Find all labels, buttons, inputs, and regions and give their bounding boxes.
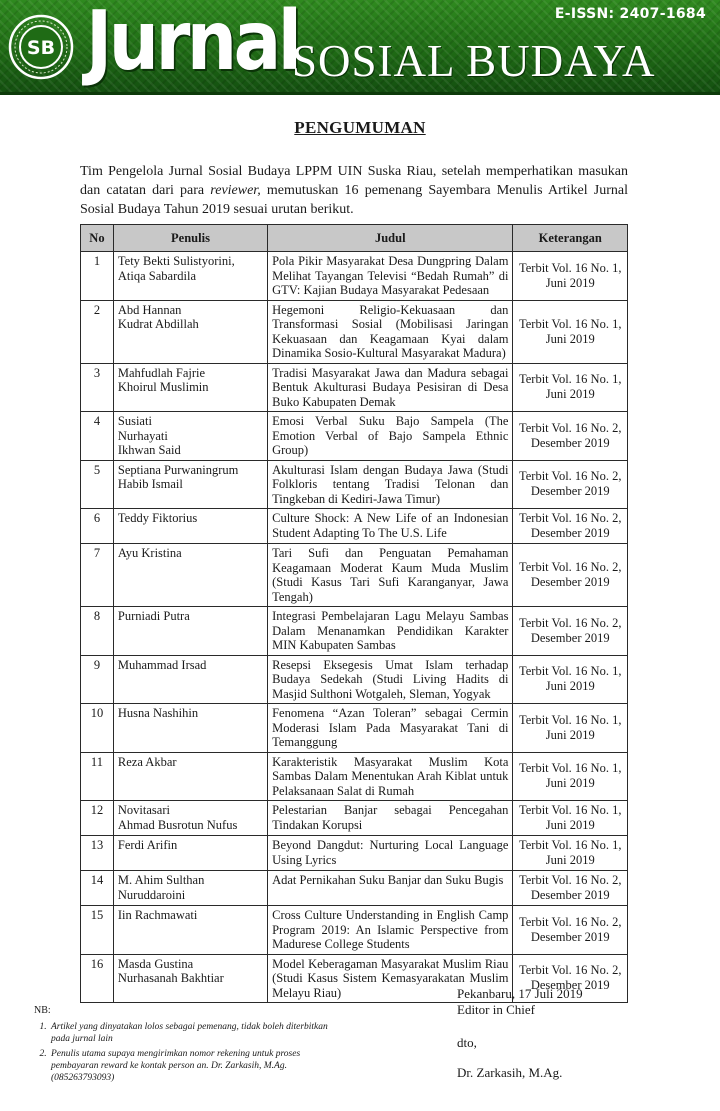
row-title: Resepsi Eksegesis Umat Islam terhadap Budaya Sedekah (Studi Living Hadits di Masjid Sulthoni Wotgaleh, Sleman, Yogyak	[268, 655, 513, 704]
row-authors	[113, 704, 267, 753]
row-keterangan: Terbit Vol. 16 No. 1, Juni 2019	[513, 300, 628, 363]
row-number: 7	[81, 544, 114, 607]
table-row	[81, 836, 628, 871]
row-title: Beyond Dangdut: Nurturing Local Language Using Lyrics	[268, 836, 513, 871]
author-name: Iin Rachmawati	[117, 908, 198, 922]
author-name: Novitasari	[117, 803, 170, 817]
author-name: Ikhwan Said	[117, 443, 181, 457]
row-keterangan: Terbit Vol. 16 No. 1, Juni 2019	[513, 836, 628, 871]
row-authors	[113, 871, 267, 906]
author-name: Ahmad Busrotun Nufus	[117, 817, 238, 832]
table-row	[81, 363, 628, 412]
author-name: Mahfudlah Fajrie	[117, 365, 206, 380]
col-header-no: No	[81, 225, 114, 252]
row-keterangan: Terbit Vol. 16 No. 2, Desember 2019	[513, 544, 628, 607]
journal-banner	[0, 0, 720, 95]
author-name: Septiana Purwaningrum	[117, 462, 239, 477]
row-authors	[113, 544, 267, 607]
table-row	[81, 607, 628, 656]
author-name: Atiqa Sabardila	[117, 268, 196, 283]
row-title: Emosi Verbal Suku Bajo Sampela (The Emotion Verbal of Bajo Sampela Ethnic Group)	[268, 412, 513, 461]
author-name: Nurhayati	[117, 428, 168, 443]
row-authors	[113, 252, 267, 301]
author-name: Teddy Fiktorius	[117, 511, 198, 525]
table-row	[81, 655, 628, 704]
intro-reviewer-word: reviewer,	[210, 183, 261, 198]
author-name: Nurhasanah Bakhtiar	[117, 971, 224, 985]
issn-label: E-ISSN: 2407-1684	[554, 6, 706, 22]
row-number: 8	[81, 607, 114, 656]
row-keterangan: Terbit Vol. 16 No. 2, Desember 2019	[513, 954, 628, 1003]
table-row	[81, 906, 628, 955]
row-title: Pelestarian Banjar sebagai Pencegahan Tindakan Korupsi	[268, 801, 513, 836]
author-name: Susiati	[117, 414, 152, 428]
row-authors	[113, 300, 267, 363]
table-row	[81, 752, 628, 801]
author-name: Habib Ismail	[117, 477, 183, 491]
notes-section	[34, 1005, 344, 1087]
table-row	[81, 412, 628, 461]
row-number: 1	[81, 252, 114, 301]
row-authors	[113, 363, 267, 412]
row-authors	[113, 801, 267, 836]
author-name: Husna Nashihin	[117, 706, 199, 720]
note-item: 1. Artikel yang dinyatakan lolos sebagai pemenang, tidak boleh diterbitkan pada jurnal lain	[49, 1021, 344, 1045]
row-number: 6	[81, 509, 114, 544]
row-number: 10	[81, 704, 114, 753]
author-name: Reza Akbar	[117, 754, 177, 769]
row-keterangan: Terbit Vol. 16 No. 1, Juni 2019	[513, 704, 628, 753]
author-name: Abd Hannan	[117, 302, 182, 317]
author-name: Masda Gustina	[117, 956, 194, 971]
row-authors	[113, 509, 267, 544]
row-title: Karakteristik Masyarakat Muslim Kota Sambas Dalam Menentukan Arah Kiblat untuk Pelaksanaan Salat di Rumah	[268, 752, 513, 801]
row-keterangan: Terbit Vol. 16 No. 2, Desember 2019	[513, 607, 628, 656]
table-row	[81, 871, 628, 906]
author-name: Kudrat Abdillah	[117, 317, 199, 331]
row-title: Akulturasi Islam dengan Budaya Jawa (Studi Folkloris tentang Tradisi Telonan dan Tingkeban di Kediri-Jawa Timur)	[268, 460, 513, 509]
row-authors	[113, 906, 267, 955]
col-header-keterangan: Keterangan	[513, 225, 628, 252]
journal-name: Jurnal	[86, 0, 299, 89]
row-number: 14	[81, 871, 114, 906]
signature-role: Editor in Chief	[457, 1002, 535, 1017]
row-authors	[113, 412, 267, 461]
table-body	[81, 252, 628, 1003]
col-header-judul: Judul	[268, 225, 513, 252]
row-title: Adat Pernikahan Suku Banjar dan Suku Bugis	[268, 871, 513, 906]
author-name: Ayu Kristina	[117, 546, 182, 560]
row-keterangan: Terbit Vol. 16 No. 2, Desember 2019	[513, 906, 628, 955]
table-row	[81, 544, 628, 607]
row-title: Integrasi Pembelajaran Lagu Melayu Sambas Dalam Menanamkan Pendidikan Karakter MIN Kabupaten Sambas	[268, 607, 513, 656]
row-keterangan: Terbit Vol. 16 No. 1, Juni 2019	[513, 801, 628, 836]
signature-place-date: Pekanbaru, 17 Juli 2019	[457, 986, 583, 1001]
row-title: Cross Culture Understanding in English Camp Program 2019: An Islamic Perspective from Madurese College Students	[268, 906, 513, 955]
row-number: 4	[81, 412, 114, 461]
page-title: PENGUMUMAN	[294, 118, 426, 137]
author-name: Khoirul Muslimin	[117, 380, 209, 394]
col-header-penulis: Penulis	[113, 225, 267, 252]
signature-name: Dr. Zarkasih, M.Ag.	[457, 1065, 563, 1080]
intro-paragraph	[80, 162, 628, 219]
signature-block	[457, 986, 583, 1081]
author-name: Purniadi Putra	[117, 609, 190, 623]
row-number: 13	[81, 836, 114, 871]
row-number: 15	[81, 906, 114, 955]
signature-dto: dto,	[457, 1035, 477, 1050]
row-title: Model Keberagaman Masyarakat Muslim Riau (Studi Kasus Sistem Kemasyarakatan Muslim Melayu Riau)	[268, 954, 513, 1003]
row-keterangan: Terbit Vol. 16 No. 1, Juni 2019	[513, 655, 628, 704]
row-number: 9	[81, 655, 114, 704]
row-title: Tari Sufi dan Penguatan Pemahaman Keagamaan Moderat Kaum Muda Muslim (Studi Kasus Tari Sufi Karanganyar, Jawa Tengah)	[268, 544, 513, 607]
row-authors	[113, 954, 267, 1003]
row-title: Culture Shock: A New Life of an Indonesian Student Adapting To The U.S. Life	[268, 509, 513, 544]
row-number: 5	[81, 460, 114, 509]
row-number: 11	[81, 752, 114, 801]
row-title: Hegemoni Religio-Kekuasaan dan Transformasi Sosial (Mobilisasi Jaringan Kekuasaan dan Keagamaan Kyai dalam Dinamika Sosio-Kultural Masyarakat Madura)	[268, 300, 513, 363]
row-keterangan: Terbit Vol. 16 No. 2, Desember 2019	[513, 460, 628, 509]
table-row	[81, 801, 628, 836]
notes-list	[34, 1021, 344, 1084]
row-authors	[113, 607, 267, 656]
row-authors	[113, 655, 267, 704]
row-number: 2	[81, 300, 114, 363]
table-row	[81, 300, 628, 363]
intro-part-1: Tim Pengelola Jurnal Sosial Budaya LPPM UIN Suska Riau, setelah memperhatikan masukan dan catatan dari para	[80, 164, 628, 198]
row-keterangan: Terbit Vol. 16 No. 1, Juni 2019	[513, 363, 628, 412]
author-name: Tety Bekti Sulistyorini,	[117, 254, 235, 268]
row-title: Pola Pikir Masyarakat Desa Dungpring Dalam Melihat Tayangan Televisi “Bedah Rumah” di GTV: Kajian Budaya Masyarakat Pedesaan	[268, 252, 513, 301]
row-keterangan: Terbit Vol. 16 No. 1, Juni 2019	[513, 252, 628, 301]
logo-text: SB	[26, 37, 56, 59]
row-number: 16	[81, 954, 114, 1003]
winners-table	[80, 224, 628, 1003]
row-keterangan: Terbit Vol. 16 No. 1, Juni 2019	[513, 752, 628, 801]
journal-logo-emblem	[8, 14, 74, 80]
row-authors	[113, 836, 267, 871]
row-authors	[113, 460, 267, 509]
author-name: M. Ahim Sulthan Nuruddaroini	[117, 873, 205, 902]
intro-part-2: memutuskan 16 pemenang Sayembara Menulis Artikel Jurnal Sosial Budaya Tahun 2019 sesuai urutan berikut.	[80, 183, 628, 217]
table-row	[81, 704, 628, 753]
row-title: Fenomena “Azan Toleran” sebagai Cermin Moderasi Islam Pada Masyarakat Tani di Temanggung	[268, 704, 513, 753]
row-number: 12	[81, 801, 114, 836]
row-authors	[113, 752, 267, 801]
journal-subtitle: SOSIAL BUDAYA	[292, 36, 656, 86]
row-keterangan: Terbit Vol. 16 No. 2, Desember 2019	[513, 509, 628, 544]
row-number: 3	[81, 363, 114, 412]
author-name: Ferdi Arifin	[117, 838, 178, 852]
table-row	[81, 252, 628, 301]
notes-title: NB:	[34, 1005, 51, 1016]
table-row	[81, 460, 628, 509]
author-name: Muhammad Irsad	[117, 657, 207, 672]
row-keterangan: Terbit Vol. 16 No. 2, Desember 2019	[513, 412, 628, 461]
table-header-row	[81, 225, 628, 252]
row-keterangan: Terbit Vol. 16 No. 2, Desember 2019	[513, 871, 628, 906]
table-row	[81, 509, 628, 544]
row-title: Tradisi Masyarakat Jawa dan Madura sebagai Bentuk Akulturasi Budaya Pesisiran di Desa Buko Kabupaten Demak	[268, 363, 513, 412]
note-item: 2. Penulis utama supaya mengirimkan nomor rekening untuk proses pembayaran reward ke kontak person an. Dr. Zarkasih, M.Ag. (085263793093)	[49, 1048, 344, 1084]
